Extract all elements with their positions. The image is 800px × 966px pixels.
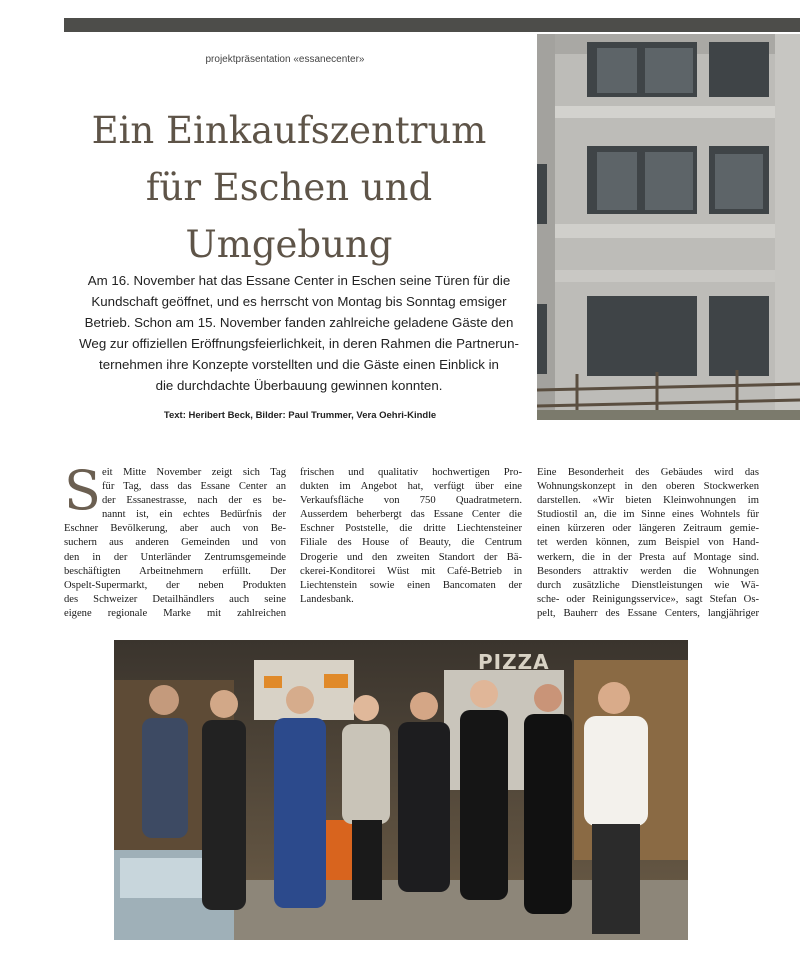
body-line: Filiale des House of Beauty, die Centrum: [300, 537, 522, 549]
body-line: Landesbank.: [300, 593, 354, 605]
body-line: Liechtenstein sowie einen Bancomaten der: [300, 579, 522, 591]
body-column-2: [300, 466, 522, 607]
body-line: Eschner Bevölkerung, aber auch von Be-: [64, 523, 286, 535]
article-headline: [64, 102, 514, 273]
body-line: nannt ist, ein echtes Bedürfnis der: [102, 509, 286, 521]
body-line: Ospelt-Supermarkt, der neben Produkten: [64, 579, 286, 591]
body-line: für Tag, dass das Essane Center an: [102, 481, 286, 493]
body-line: frischen und qualitativ hochwertigen Pro-: [300, 467, 522, 478]
body-line: Eine Besonderheit des Gebäudes wird das: [537, 467, 759, 478]
body-line: Verkaufsfläche von 750 Quadratmetern.: [300, 495, 522, 507]
body-line: Eschner Poststelle, die dritte Liechtensteiner: [300, 523, 522, 535]
body-line: werkern, die in der Presta auf Montage sind.: [537, 551, 759, 563]
pizza-sign: PIZZA: [478, 650, 550, 674]
body-line: Wohnungskonzept in den oberen Stockwerken: [537, 481, 759, 493]
body-line: durch zusätzliche Dienstleistungen wie Wä-: [537, 579, 759, 591]
lead-line: die durchdachte Überbauung gewinnen konnten.: [155, 378, 443, 393]
lead-line: Betrieb. Schon am 15. November fanden zahlreiche geladene Gäste den: [84, 315, 514, 330]
lead-line: Kundschaft geöffnet, und es herrscht von Montag bis Sonntag emsiger: [91, 294, 507, 309]
body-line: der Essanestrasse, nach der es be-: [102, 495, 286, 507]
headline-line: für Eschen und: [145, 166, 433, 209]
body-line: des Schweizer Detailhändlers auch seine: [64, 593, 286, 605]
body-line: suchern aus anderen Gemeinden und von: [64, 537, 286, 549]
body-column-3: [537, 466, 759, 621]
article-credits: Text: Heribert Beck, Bilder: Paul Trummer, Vera Oehri-Kindle: [163, 410, 437, 421]
body-line: ckerei-Konditorei Wüst mit Café-Betrieb in: [300, 565, 522, 577]
body-line: pelt, Bauherr des Essane Centers, langjähriger: [537, 607, 759, 619]
body-line: beschäftigten Arbeitnehmern erfüllt. Der: [64, 565, 286, 577]
lead-line: Am 16. November hat das Essane Center in Eschen seine Türen für die: [87, 273, 511, 288]
body-line: eit Mitte November zeigt sich Tag: [102, 467, 286, 478]
article-lead: [64, 270, 534, 396]
lead-line: ternehmen ihre Konzepte vorstellten und die Gäste einen Einblick in: [99, 357, 499, 372]
article-kicker: projektpräsentation «essanecenter»: [205, 54, 365, 65]
body-line: einen kürzeren oder längeren Zeitraum gemie-: [537, 523, 759, 535]
drop-cap: S: [64, 459, 101, 522]
body-column-1: [64, 459, 286, 621]
body-line: darstellen. «Wir bieten Kleinwohnungen im: [537, 495, 759, 507]
group-photo: [114, 640, 688, 940]
body-line: den in der Unterländer Zentrumsgemeinde: [64, 551, 286, 563]
body-line: Besonders attraktiv werden die Wohnungen: [537, 565, 759, 577]
header-rule: [64, 18, 800, 32]
body-line: eigene regionale Marke mit zahlreichen: [64, 607, 286, 619]
lead-line: Weg zur offiziellen Eröffnungsfeierlichkeit, in deren Rahmen die Partnerun-: [79, 336, 519, 351]
headline-line: Ein Einkaufszentrum: [91, 109, 487, 152]
body-line: sche- oder Reinigungsservice», sagt Stefan Os-: [537, 593, 759, 605]
body-line: dukten im Angebot hat, verfügt über eine: [300, 481, 522, 493]
body-line: Drogerie und den zweiten Standort der Bä-: [300, 551, 522, 563]
headline-line: Umgebung: [185, 223, 393, 266]
building-photo: [537, 34, 800, 420]
body-line: tet werden können, zum Beispiel von Hand-: [537, 537, 759, 549]
body-line: Ausserdem beherbergt das Essane Center die: [300, 509, 522, 521]
body-line: Studiostil an, die im Sinne eines Wohntels für: [537, 509, 759, 521]
